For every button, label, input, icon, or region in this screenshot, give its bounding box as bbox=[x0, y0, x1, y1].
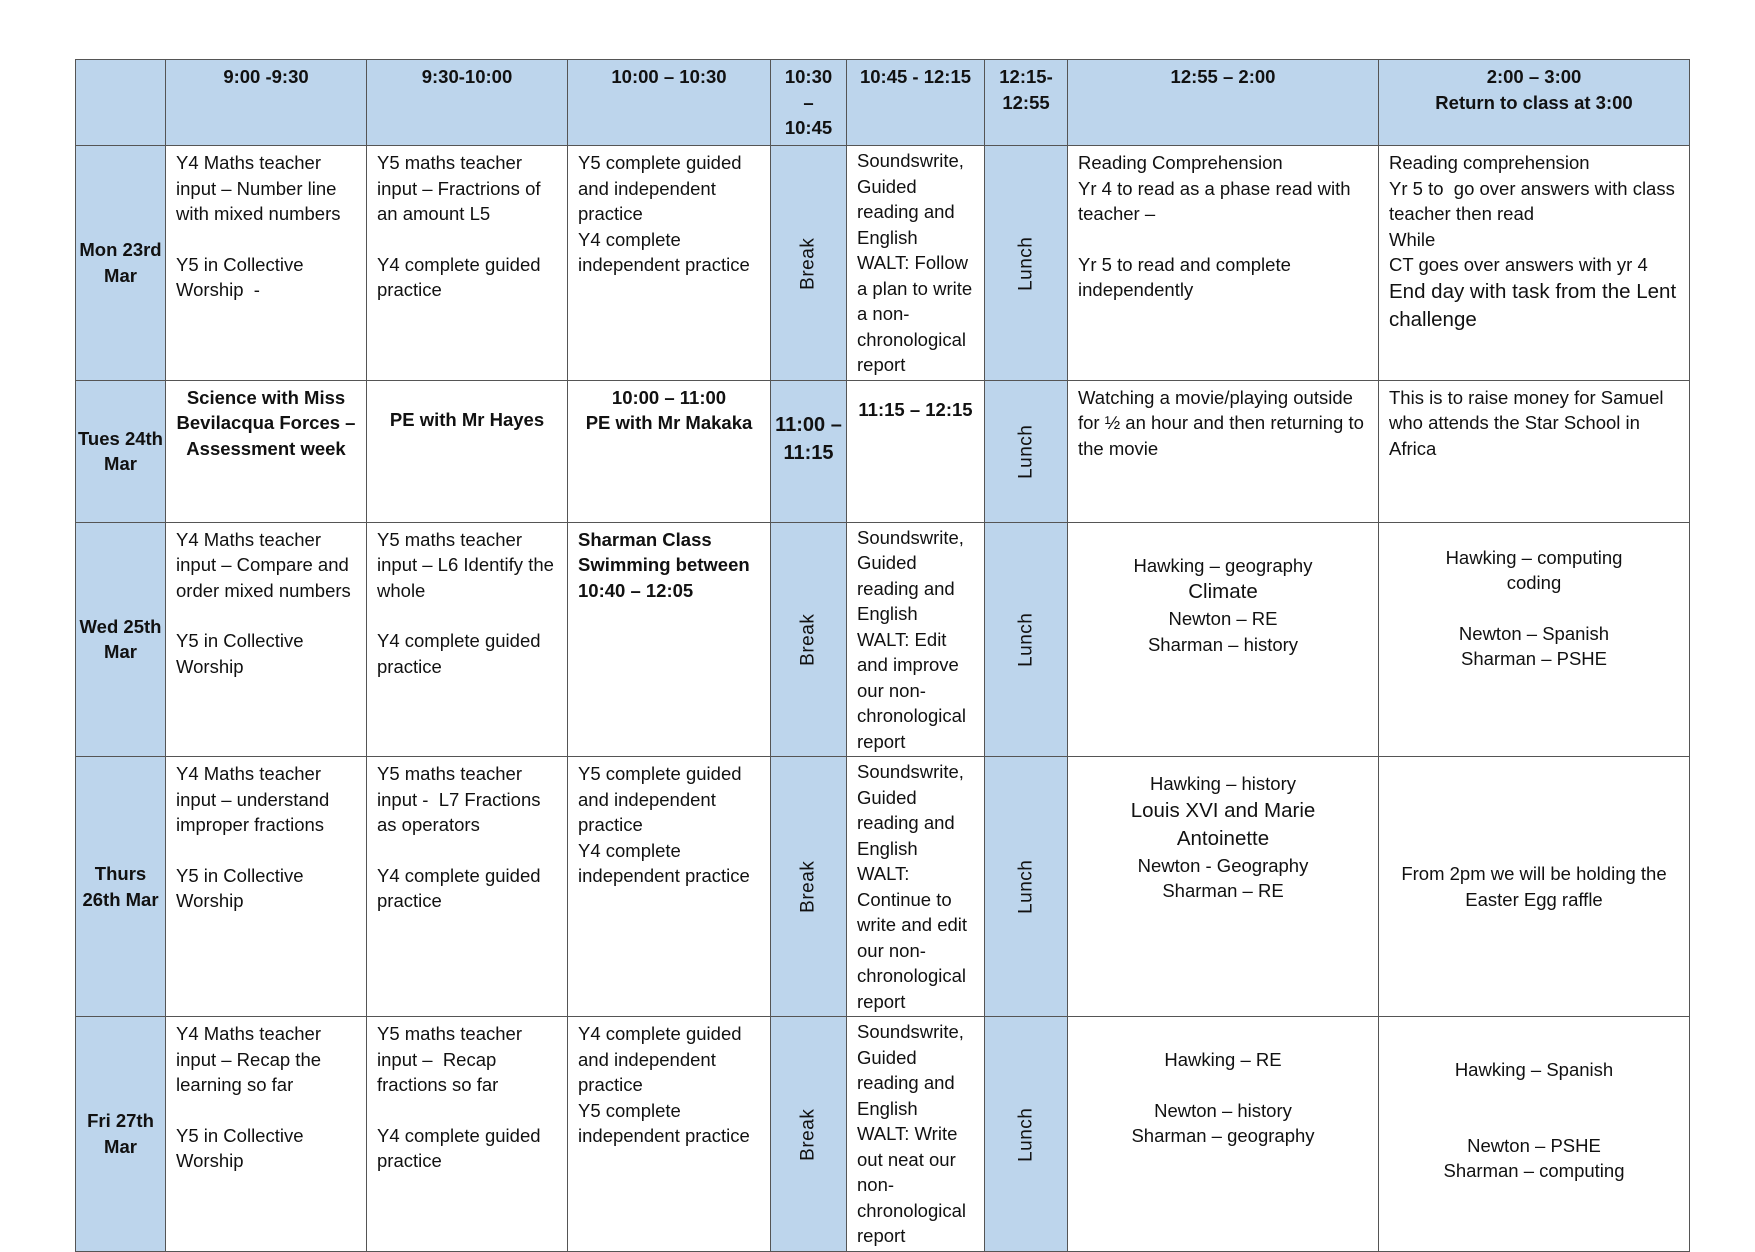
fri-1255 bbox=[1068, 1017, 1379, 1252]
mon-1045: Soundswrite, Guided reading and English WALT: Follow a plan to write a non-chronological report bbox=[847, 146, 985, 381]
fri-0900-b: Y5 in Collective Worship bbox=[176, 1124, 309, 1171]
fri-1255-b: Newton – history bbox=[1154, 1099, 1292, 1121]
break-label: Break bbox=[797, 1108, 819, 1161]
header-slot-1215: 12:15- 12:55 bbox=[985, 60, 1068, 146]
thu-1400: From 2pm we will be holding the Easter Egg raffle bbox=[1379, 757, 1690, 1017]
header-slot-1400 bbox=[1379, 60, 1690, 146]
wed-1255 bbox=[1068, 522, 1379, 757]
mon-1255 bbox=[1068, 146, 1379, 381]
tue-0930: PE with Mr Hayes bbox=[367, 380, 568, 522]
header-slot-1045: 10:45 - 12:15 bbox=[847, 60, 985, 146]
fri-1000 bbox=[568, 1017, 771, 1252]
mon-0930-a: Y5 maths teacher input – Fractrions of an amount L5 bbox=[377, 152, 546, 224]
fri-0930-a: Y5 maths teacher input – Recap fractions so far bbox=[377, 1023, 528, 1095]
tue-1000 bbox=[568, 380, 771, 522]
wed-0930-a: Y5 maths teacher input – L6 Identify the whole bbox=[377, 528, 560, 601]
mon-1400 bbox=[1379, 146, 1690, 381]
mon-1400-d: CT goes over answers with yr 4 bbox=[1389, 254, 1648, 275]
mon-0900-b: Y5 in Collective Worship - bbox=[176, 253, 309, 300]
row-monday bbox=[76, 146, 1690, 381]
mon-0930-b: Y4 complete guided practice bbox=[377, 253, 546, 300]
mon-1000 bbox=[568, 146, 771, 381]
fri-0900-a: Y4 Maths teacher input – Recap the learning so far bbox=[176, 1023, 327, 1095]
row-friday bbox=[76, 1017, 1690, 1252]
mon-0900-a: Y4 Maths teacher input – Number line with mixed numbers bbox=[176, 152, 342, 224]
mon-0900 bbox=[166, 146, 367, 381]
break-label: Break bbox=[797, 860, 819, 914]
thu-1255-c: Newton - Geography bbox=[1137, 854, 1309, 876]
day-label-monday: Mon 23rd Mar bbox=[76, 146, 166, 381]
wed-1000: Sharman Class Swimming between 10:40 – 12:05 bbox=[568, 522, 771, 757]
thu-lunch bbox=[985, 757, 1068, 1017]
fri-lunch bbox=[985, 1017, 1068, 1252]
wed-1255-c: Newton – RE bbox=[1168, 608, 1278, 629]
wed-0900 bbox=[166, 522, 367, 757]
header-slot-0930: 9:30-10:00 bbox=[367, 60, 568, 146]
lunch-label: Lunch bbox=[1015, 1107, 1037, 1162]
mon-lunch bbox=[985, 146, 1068, 381]
wed-1400-c: Sharman – PSHE bbox=[1460, 648, 1607, 669]
fri-0900 bbox=[166, 1017, 367, 1252]
fri-0930 bbox=[367, 1017, 568, 1252]
row-thursday bbox=[76, 757, 1690, 1017]
mon-0930 bbox=[367, 146, 568, 381]
header-slot-1030: 10:30 – 10:45 bbox=[771, 60, 847, 146]
fri-0930-b: Y4 complete guided practice bbox=[377, 1124, 546, 1171]
wed-1400-a: Hawking – computing coding bbox=[1445, 546, 1628, 593]
break-label: Break bbox=[797, 613, 819, 666]
tue-0900: Science with Miss Bevilacqua Forces – Assessment week bbox=[166, 380, 367, 522]
mon-1255-a: Reading Comprehension bbox=[1078, 152, 1283, 173]
thu-0900-b: Y5 in Collective Worship bbox=[176, 864, 309, 911]
header-slot-1255: 12:55 – 2:00 bbox=[1068, 60, 1379, 146]
wed-1400-b: Newton – Spanish bbox=[1458, 622, 1610, 644]
day-label-thursday: Thurs 26th Mar bbox=[76, 757, 166, 1017]
fri-1000-a: Y4 complete guided and independent practice bbox=[578, 1023, 747, 1095]
wed-0900-a: Y4 Maths teacher input – Compare and order mixed numbers bbox=[176, 528, 354, 601]
lunch-label: Lunch bbox=[1015, 424, 1037, 479]
fri-break bbox=[771, 1017, 847, 1252]
thu-1000 bbox=[568, 757, 771, 1017]
lunch-label: Lunch bbox=[1015, 236, 1037, 291]
header-row bbox=[76, 60, 1690, 146]
fri-1000-b: Y5 complete independent practice bbox=[578, 1099, 750, 1146]
break-label: Break bbox=[797, 237, 819, 290]
mon-1000-a: Y5 complete guided and independent practice bbox=[578, 152, 747, 224]
wed-1045: Soundswrite, Guided reading and English WALT: Edit and improve our non-chronological report bbox=[847, 522, 985, 757]
row-tuesday bbox=[76, 380, 1690, 522]
thu-1255-d: Sharman – RE bbox=[1162, 880, 1284, 901]
wed-0930 bbox=[367, 522, 568, 757]
thu-1255-a: Hawking – history bbox=[1149, 773, 1296, 794]
tue-1000-text: PE with Mr Makaka bbox=[585, 412, 753, 433]
tue-1255: Watching a movie/playing outside for ½ an hour and then returning to the movie bbox=[1068, 380, 1379, 522]
fri-1400-a: Hawking – Spanish bbox=[1454, 1059, 1614, 1080]
mon-1400-c: While bbox=[1389, 228, 1436, 250]
thu-break bbox=[771, 757, 847, 1017]
header-slot-0900: 9:00 -9:30 bbox=[166, 60, 367, 146]
timetable bbox=[75, 59, 1690, 1252]
tue-1115: 11:15 – 12:15 bbox=[847, 380, 985, 522]
header-slot-1000: 10:00 – 10:30 bbox=[568, 60, 771, 146]
wed-1255-d: Sharman – history bbox=[1147, 633, 1299, 655]
thu-0930 bbox=[367, 757, 568, 1017]
header-slot-1400-time: 2:00 – 3:00 bbox=[1486, 66, 1582, 87]
header-corner bbox=[76, 60, 166, 146]
fri-1400 bbox=[1379, 1017, 1690, 1252]
fri-1400-c: Sharman – computing bbox=[1443, 1160, 1625, 1181]
wed-break bbox=[771, 522, 847, 757]
tue-1400: This is to raise money for Samuel who attends the Star School in Africa bbox=[1379, 380, 1690, 522]
lunch-label: Lunch bbox=[1015, 859, 1037, 915]
thu-1255-b: Louis XVI and Marie Antoinette bbox=[1130, 798, 1320, 850]
fri-1255-c: Sharman – geography bbox=[1131, 1125, 1315, 1146]
day-label-friday: Fri 27th Mar bbox=[76, 1017, 166, 1252]
thu-1000-b: Y4 complete independent practice bbox=[578, 839, 750, 886]
thu-1045: Soundswrite, Guided reading and English WALT: Continue to write and edit our non-chronological report bbox=[847, 757, 985, 1017]
thu-1255 bbox=[1068, 757, 1379, 1017]
thu-1000-a: Y5 complete guided and independent practice bbox=[578, 763, 747, 835]
tue-1100: 11:00 – 11:15 bbox=[771, 380, 847, 522]
wed-0900-b: Y5 in Collective Worship bbox=[176, 630, 309, 677]
mon-1400-a: Reading comprehension bbox=[1389, 152, 1590, 173]
mon-break bbox=[771, 146, 847, 381]
tue-1000-time: 10:00 – 11:00 bbox=[611, 386, 727, 408]
wed-0930-b: Y4 complete guided practice bbox=[377, 630, 546, 677]
header-slot-1400-note: Return to class at 3:00 bbox=[1435, 91, 1633, 113]
fri-1045: Soundswrite, Guided reading and English WALT: Write out neat our non-chronological report bbox=[847, 1017, 985, 1252]
wed-1400 bbox=[1379, 522, 1690, 757]
mon-1000-b: Y4 complete independent practice bbox=[578, 228, 750, 275]
fri-1400-b: Newton – PSHE bbox=[1467, 1134, 1601, 1156]
wed-lunch bbox=[985, 522, 1068, 757]
mon-1255-b: Yr 4 to read as a phase read with teacher – bbox=[1078, 177, 1356, 224]
mon-1255-c: Yr 5 to read and complete independently bbox=[1078, 253, 1297, 300]
thu-0900 bbox=[166, 757, 367, 1017]
thu-0930-b: Y4 complete guided practice bbox=[377, 864, 546, 911]
mon-1400-b: Yr 5 to go over answers with class teacher then read bbox=[1389, 177, 1680, 224]
day-label-tuesday: Tues 24th Mar bbox=[76, 380, 166, 522]
row-wednesday bbox=[76, 522, 1690, 757]
lunch-label: Lunch bbox=[1015, 612, 1037, 667]
tue-lunch bbox=[985, 380, 1068, 522]
mon-1400-e: End day with task from the Lent challenge bbox=[1389, 279, 1682, 331]
thu-0900-a: Y4 Maths teacher input – understand improper fractions bbox=[176, 763, 335, 835]
wed-1255-a: Hawking – geography bbox=[1133, 554, 1313, 576]
thu-0930-a: Y5 maths teacher input - L7 Fractions as operators bbox=[377, 763, 546, 835]
wed-1255-b: Climate bbox=[1188, 580, 1258, 603]
day-label-wednesday: Wed 25th Mar bbox=[76, 522, 166, 757]
fri-1255-a: Hawking – RE bbox=[1164, 1049, 1282, 1070]
